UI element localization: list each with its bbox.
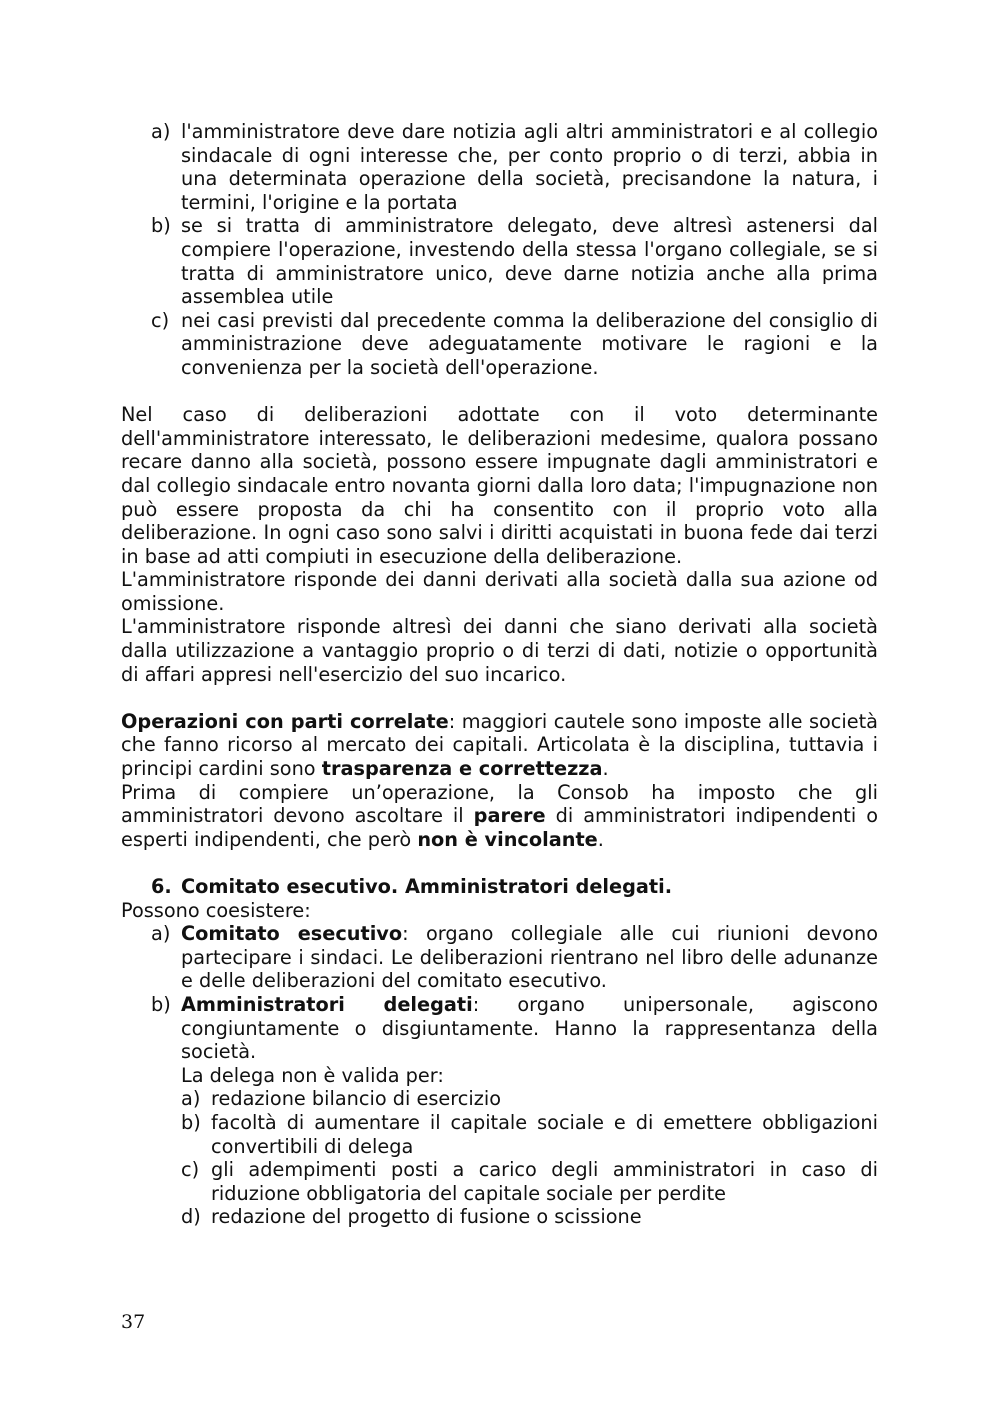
delega-intro: La delega non è valida per: xyxy=(181,1063,444,1087)
heading-number: 6. xyxy=(151,875,172,898)
list-item: a) Comitato esecutivo: organo collegiale alle cui riunioni devono partecipare i sindaci. Le deliberazioni rientrano nel libro delle adunanze e delle deliberazioni del comitato esecutivo. xyxy=(121,922,878,993)
bold-term: trasparenza e correttezza xyxy=(321,757,603,781)
bold-term: non è vincolante xyxy=(417,827,598,851)
paragraph-deliberations: Nel caso di deliberazioni adottate con il voto determinante dell'amministratore interessato, le deliberazioni medesime, qualora possano recare danno alla società, possono essere impugnate dagli amministratori e dal collegio sindacale entro novanta giorni dalla loro data; l'impugnazione non può essere proposta da chi ha consentito con il proprio voto alla deliberazione. In ogni caso sono salvi i diritti acquistati in buona fede dai terzi in base ad atti compiuti in esecuzione della deliberazione. xyxy=(121,403,878,568)
list-item xyxy=(121,120,878,214)
list-item xyxy=(181,1111,878,1158)
delega-exclusions-list xyxy=(181,1087,878,1229)
bold-term: Amministratori delegati xyxy=(181,992,473,1016)
list-item xyxy=(181,1205,878,1229)
list-item xyxy=(121,309,878,380)
list-marker: b) xyxy=(181,1110,201,1134)
list-item-text: nei casi previsti dal precedente comma la deliberazione del consiglio di amministrazione deve adeguatamente motivare le ragioni e la convenienza per la società dell'operazione. xyxy=(181,308,878,379)
list-item xyxy=(181,1158,878,1205)
list-marker: a) xyxy=(151,922,171,946)
list-item: b) Amministratori delegati: organo unipersonale, agiscono congiuntamente o disgiuntamente. Hanno la rappresentanza della società. La delega non è valida per: a) redazione bilancio di esercizio b) facoltà di aumentare il capitale sociale e di emettere obbligazioni convertibili di delega c) gli adempimenti posti a carico degli amministratori in caso di riduzione obbligatoria del capitale sociale per perdite d) redazione del progetto di fusione o scissione xyxy=(121,993,878,1229)
section-heading xyxy=(121,875,878,899)
list-item-text: redazione del progetto di fusione o scissione xyxy=(211,1205,642,1229)
list-item-text: gli adempimenti posti a carico degli amministratori in caso di riduzione obbligatoria del capitale sociale per perdite xyxy=(211,1158,878,1205)
paragraph-liability: L'amministratore risponde dei danni derivati alla società dalla sua azione od omissione. xyxy=(121,568,878,615)
list-marker: b) xyxy=(151,214,171,238)
list-item-text: l'amministratore deve dare notizia agli altri amministratori e al collegio sindacale di ogni interesse che, per conto proprio o di terzi, abbia in una determinata operazione della società, precisandone la natura, i termini, l'origine e la portata xyxy=(181,120,878,214)
bold-term: parere xyxy=(473,804,546,828)
page-number: 37 xyxy=(121,1311,146,1333)
intro-text: Possono coesistere: xyxy=(121,898,311,922)
duties-list xyxy=(121,120,878,380)
list-marker: c) xyxy=(151,308,170,332)
paragraph-liability-opportunities: L'amministratore risponde altresì dei danni che siano derivati alla società dalla utilizzazione a vantaggio proprio o di terzi di dati, notizie o opportunità di affari appresi nell'esercizio del suo incarico. xyxy=(121,615,878,686)
list-item-text: se si tratta di amministratore delegato, deve altresì astenersi dal compiere l'operazione, investendo della stessa l'organo collegiale, se si tratta di amministratore unico, deve darne notizia anche alla prima assemblea utile xyxy=(181,214,878,309)
list-item-text: redazione bilancio di esercizio xyxy=(211,1087,502,1111)
list-marker: d) xyxy=(181,1205,201,1229)
list-marker: c) xyxy=(181,1158,200,1182)
list-item xyxy=(121,214,878,308)
list-marker: b) xyxy=(151,992,171,1016)
list-item-text: facoltà di aumentare il capitale sociale e di emettere obbligazioni convertibili di delega xyxy=(211,1110,878,1158)
list-marker: a) xyxy=(181,1087,201,1111)
bold-term: Operazioni con parti correlate xyxy=(121,709,449,733)
heading-text: Comitato esecutivo. Amministratori delegati. xyxy=(181,875,673,898)
document-page xyxy=(121,120,878,1229)
list-marker: a) xyxy=(151,120,171,143)
paragraph-related-parties: Operazioni con parti correlate: maggiori cautele sono imposte alle società che fanno ricorso al mercato dei capitali. Articolata è la disciplina, tuttavia i principi cardini sono trasparenza e correttezza. xyxy=(121,709,878,781)
bold-term: Comitato esecutivo xyxy=(181,922,403,946)
paragraph-consob: Prima di compiere un’operazione, la Consob ha imposto che gli amministratori devono ascoltare il parere di amministratori indipendenti o esperti indipendenti, che però non è vincolante. xyxy=(121,780,878,851)
organs-list xyxy=(121,922,878,1229)
list-item xyxy=(181,1087,878,1111)
